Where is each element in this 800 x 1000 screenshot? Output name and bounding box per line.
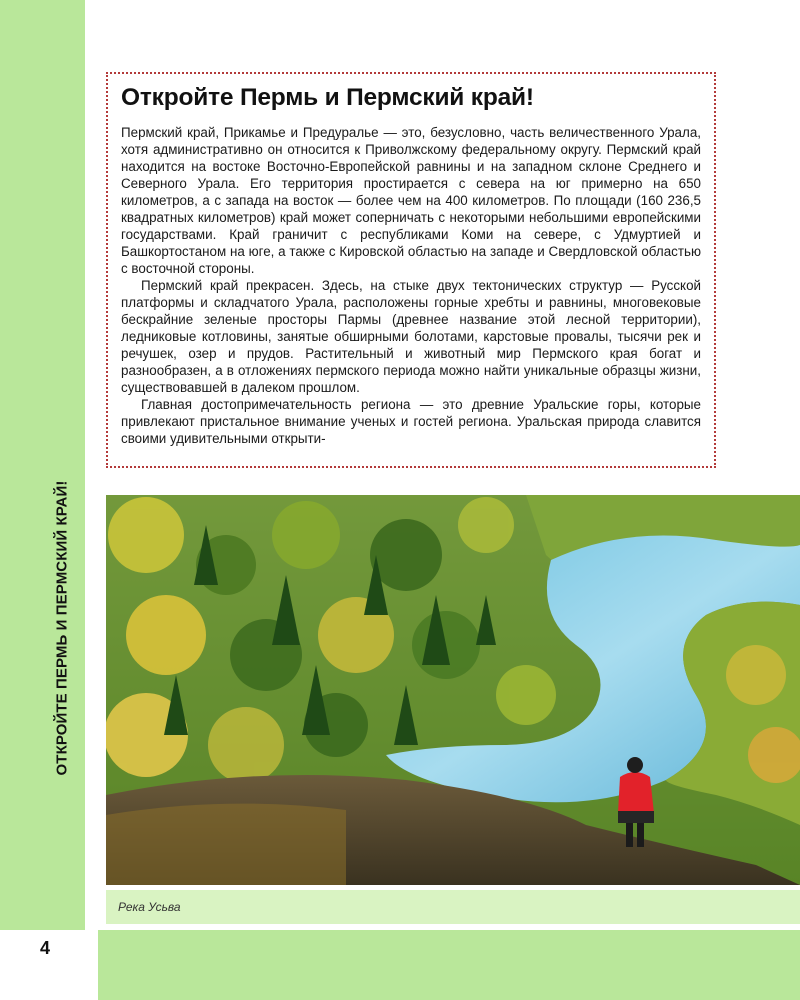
article-box: [106, 72, 716, 468]
page-number-box: [0, 930, 98, 1000]
side-strip: [0, 0, 85, 930]
paragraph: Главная достопримечательность региона — это древние Уральские горы, которые привлекают пристальное внимание ученых и гостей региона. Уральская природа славится своими удивительными открыти-: [121, 397, 701, 446]
bottom-band: [0, 930, 800, 1000]
photo-caption-bar: [106, 890, 800, 924]
paragraph: Пермский край, Прикамье и Предуралье — это, безусловно, часть величественного Урала, хотя административно он относится к Приволжскому федеральному округу. Пермский край находится на востоке Восточно-Европейской равнины и на западном склоне Среднего и Северного Урала. Его территория простирается с севера на юг примерно на 650 километров, а с запада на восток — более чем на 400 километров. По площади (160 236,5 квадратных километров) край может соперничать с некоторыми небольшими европейскими государствами. Край граничит с республиками Коми на севере, с Удмуртией и Башкортостаном на юге, а также с Кировской областью на западе и Свердловской областью с восточной стороны.: [121, 125, 701, 276]
photo-caption: Река Усьва: [118, 900, 181, 914]
page-number: 4: [40, 938, 51, 958]
running-head: ОТКРОЙТЕ ПЕРМЬ И ПЕРМСКИЙ КРАЙ!: [53, 480, 71, 776]
article-heading: Откройте Пермь и Пермский край!: [121, 84, 534, 111]
river-photo: [106, 495, 800, 885]
paragraph: Пермский край прекрасен. Здесь, на стыке двух тектонических структур — Русской платформы и складчатого Урала, расположены горные хребты и равнины, многовековые бескрайние зеленые просторы Пармы (древнее название этой лесной территории), ледниковые котловины, занятые обширными болотами, карстовые провалы, тысячи рек и речушек, озер и прудов. Растительный и животный мир Пермского края богат и разнообразен, а в отложениях пермского периода можно найти уникальные образцы жизни, существовавшей в далеком прошлом.: [121, 278, 701, 395]
